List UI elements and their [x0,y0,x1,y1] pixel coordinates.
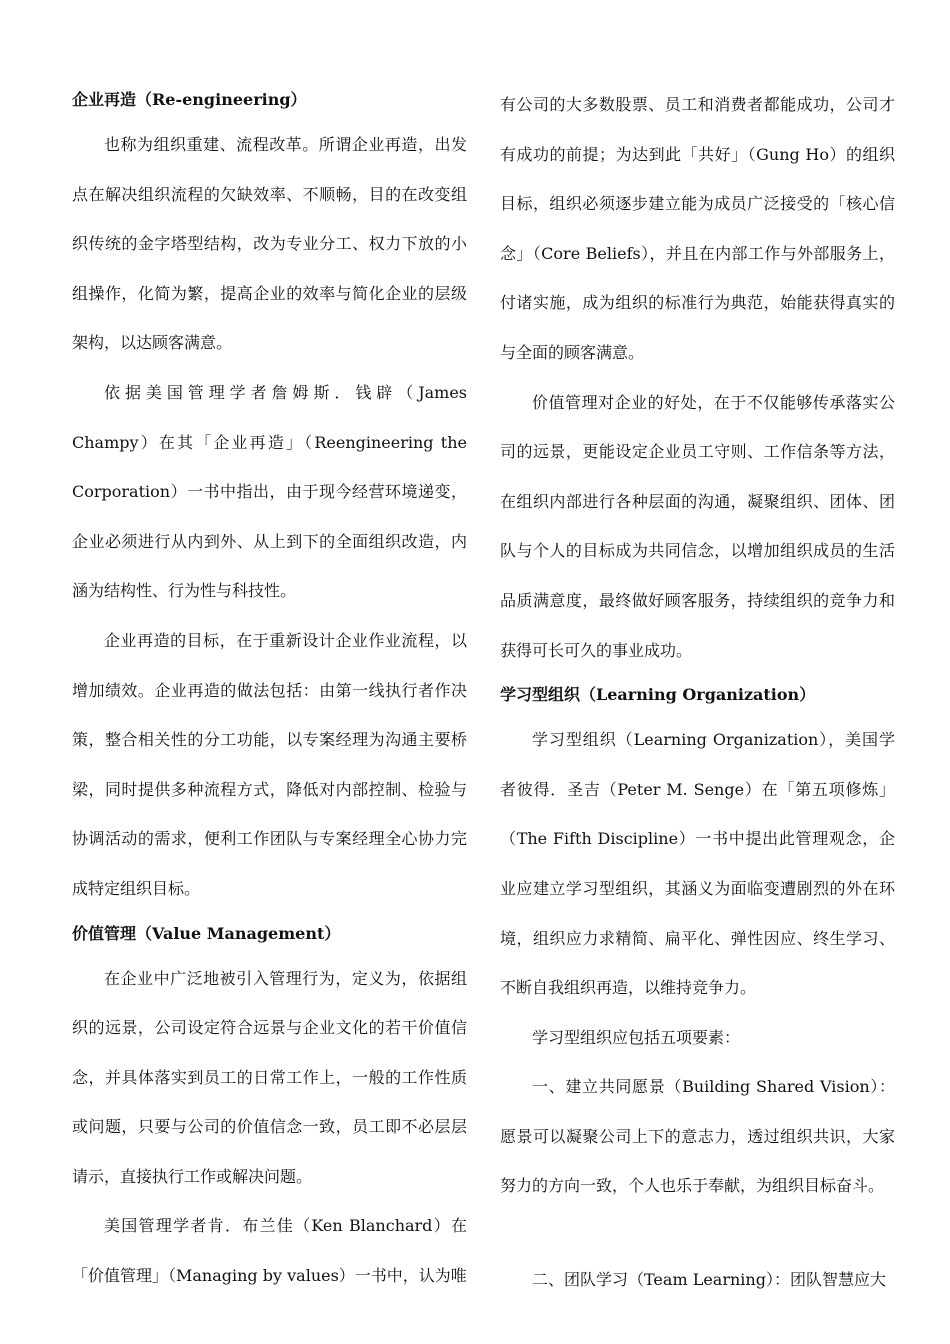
paragraph: 在企业中广泛地被引入管理行为，定义为，依据组织的远景，公司设定符合远景与企业文化的若干价值信念，并具体落实到员工的日常工作上，一般的工作性质或问题，只要与公司的价值信念一致，员工即不必层层请示，直接执行工作或解决问题。 [72,968,467,1186]
paragraph-continued: 有公司的大多数股票、员工和消费者都能成功，公司才有成功的前提；为达到此「共好」（Gung Ho）的组织目标，组织必须逐步建立能为成员广泛接受的「核心信念」（Core Beliefs），并且在内部工作与外部服务上，付诸实施，成为组织的标准行为典范，始能获得真实的与全面的顾客满意。 [500,95,895,362]
section-heading-learning-organization: 学习型组织（Learning Organization） [500,685,816,705]
paragraph: 二、团队学习（Team Learning）：团队智慧应大 [532,1270,886,1290]
paragraph: 企业再造的目标，在于重新设计企业作业流程，以增加绩效。企业再造的做法包括：由第一线执行者作决策，整合相关性的分工功能，以专案经理为沟通主要桥梁，同时提供多种流程方式，降低对内部控制、检验与协调活动的需求，便利工作团队与专案经理全心协力完成特定组织目标。 [72,630,467,898]
section-heading-value-management: 价值管理（Value Management） [72,923,341,943]
left-column [72,80,467,1301]
paragraph: 也称为组织重建、流程改革。所谓企业再造，出发点在解决组织流程的欠缺效率、不顺畅，目的在改变组织传统的金字塔型结构，改为专业分工、权力下放的小组操作，化简为繁，提高企业的效率与简化企业的层级架构，以达顾客满意。 [72,135,467,353]
paragraph: 美国管理学者肯．布兰佳（Ken Blanchard）在「价值管理」（Managing by values）一书中，认为唯 [72,1216,467,1286]
paragraph: 学习型组织（Learning Organization），美国学者彼得．圣吉（Peter M. Senge）在「第五项修炼」（The Fifth Discipline）一书中提出此管理观念，企业应建立学习型组织，其涵义为面临变遭剧烈的外在环境，组织应力求精简、扁平化、弹性因应、终生学习、不断自我组织再造，以维持竞争力。 [500,730,895,998]
spacer [500,1211,895,1255]
paragraph: 一、建立共同愿景（Building Shared Vision）：愿景可以凝聚公司上下的意志力，透过组织共识，大家努力的方向一致，个人也乐于奉献，为组织目标奋斗。 [500,1077,895,1196]
right-column [500,80,895,1305]
section-heading-reengineering: 企业再造（Re-engineering） [72,90,307,109]
paragraph: 学习型组织应包括五项要素： [532,1027,741,1047]
paragraph: 价值管理对企业的好处，在于不仅能够传承落实公司的远景，更能设定企业员工守则、工作信条等方法，在组织内部进行各种层面的沟通，凝聚组织、团体、团队与个人的目标成为共同信念，以增加组织成员的生活品质满意度，最终做好顾客服务，持续组织的竞争力和获得可长可久的事业成功。 [500,392,895,660]
paragraph: 依据美国管理学者詹姆斯．钱辟（James Champy）在其「企业再造」（Reengineering the Corporation）一书中指出，由于现今经营环境递变，企业必须进行从内到外、从上到下的全面组织改造，内涵为结构性、行为性与科技性。 [72,382,467,601]
